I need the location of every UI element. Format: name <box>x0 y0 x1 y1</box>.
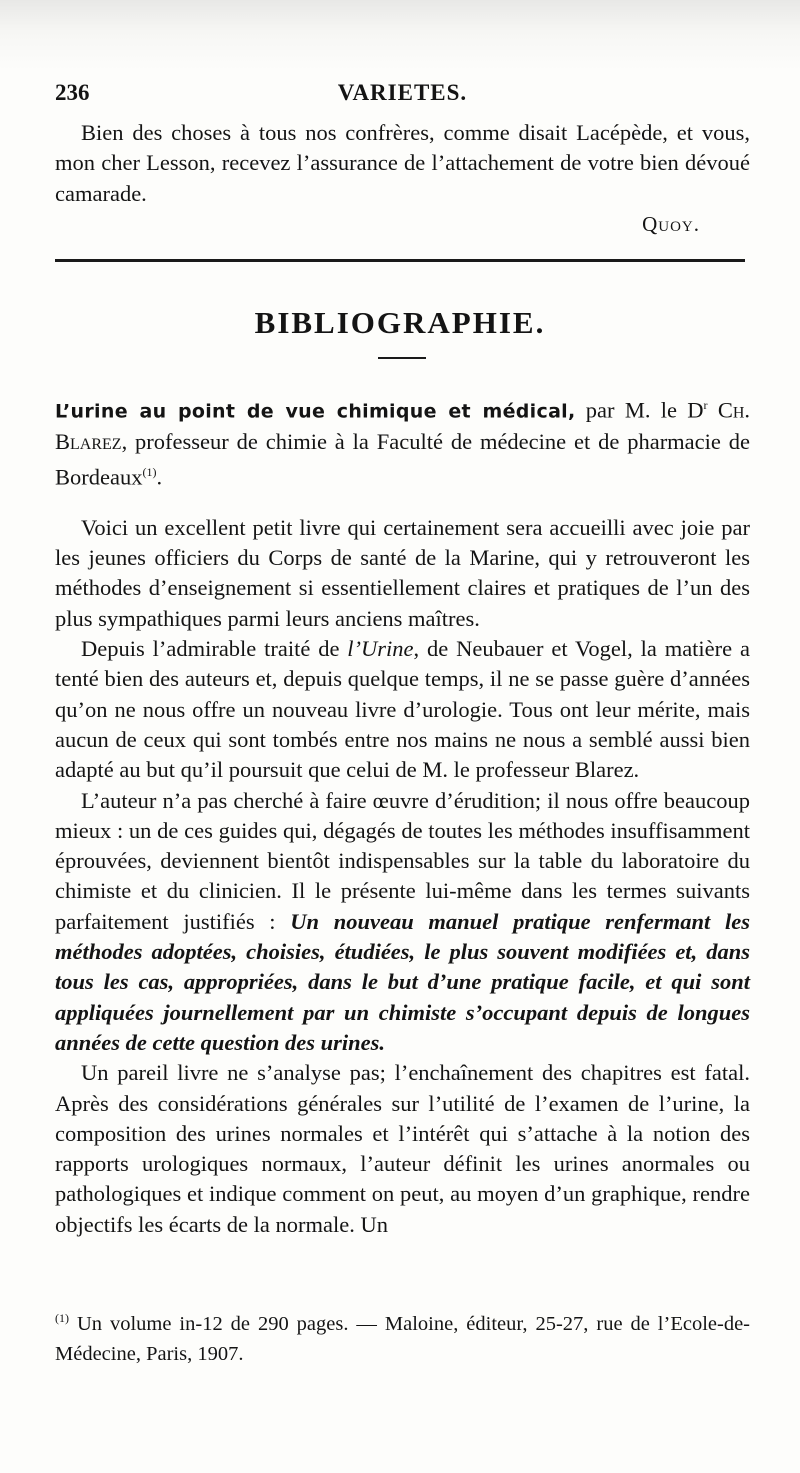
book-title: L’urine au point de vue chimique et médical, <box>55 400 576 423</box>
footnote-text: Un volume in-12 de 290 pages. — Maloine, éditeur, 25-27, rue de l’Ecole-de-Médecine, Paris, 1907. <box>55 1312 750 1365</box>
p3-before: L’auteur n’a pas cherché à faire œuvre d’érudition; il nous offre beaucoup mieux : un de ces guides qui, dégagés de toutes les méthodes insuffisamment éprouvées, deviennent bientôt indispensables sur la table du laboratoire du chimiste et du clinicien. Il le présente lui-même dans les termes suivants parfaitement justifiés : <box>55 787 750 934</box>
footnote <box>55 1303 750 1369</box>
title-underline <box>378 357 426 359</box>
page-number: 236 <box>55 80 90 105</box>
running-title: VARIETES. <box>337 80 468 105</box>
footnote-paragraph <box>55 1303 750 1369</box>
letter-closing <box>55 118 750 209</box>
section-divider <box>55 259 745 262</box>
author-intro: par M. le D <box>575 397 704 423</box>
p2-after: , de Neubauer et Vogel, la matière a tenté bien des auteurs et, depuis quelque temps, il ne se passe guère d’années qu’on ne nous offre un nouveau livre d’urologie. Tous ont leur mérite, mais aucun de ceux qui sont tombés entre nos mains ne nous a semblé aussi bien adapté au but qu’il poursuit que celui de M. le professeur Blarez. <box>55 636 750 783</box>
author-name: Ch. Blarez <box>55 397 750 454</box>
author-description: , professeur de chimie à la Faculté de médecine et de pharmacie de Bordeaux <box>55 428 750 490</box>
review-body <box>55 390 750 1240</box>
section-title: BIBLIOGRAPHIE. <box>254 305 546 340</box>
paragraph-gap <box>55 493 750 513</box>
running-head <box>55 80 750 110</box>
signature: Quoy. <box>642 212 700 236</box>
letter-closing-paragraph: Bien des choses à tous nos confrères, comme disait Lacépède, et vous, mon cher Lesson, recevez l’assurance de l’attachement de votre bien dévoué camarade. <box>55 120 750 206</box>
footnote-marker: (1) <box>55 1311 69 1325</box>
p3-quotation: Un nouveau manuel pratique renfermant les méthodes adoptées, choisies, étudiées, le plus souvent modifiées et, dans tous les cas, appropriées, dans le but d’une pratique facile, et qui sont appliquées journellement par un chimiste s’occupant depuis de longues années de cette question des urines. <box>55 908 750 1055</box>
review-paragraph-3 <box>55 786 750 1059</box>
p2-italic-title: l’Urine <box>347 636 414 662</box>
author-end: . <box>156 464 163 490</box>
doctor-abbrev-sup: r <box>703 398 708 412</box>
review-paragraph-4: Un pareil livre ne s’analyse pas; l’enchaînement des chapitres est fatal. Après des considérations générales sur l’utilité de l’examen de l’urine, la composition des urines normales et l’intérêt qui s’attache à la notion des rapports urologiques normaux, l’auteur définit les urines anormales ou pathologiques et indique comment on peut, au moyen d’un graphique, rendre objectifs les écarts de la normale. Un <box>55 1060 750 1237</box>
review-paragraph-1: Voici un excellent petit livre qui certainement sera accueilli avec joie par les jeunes officiers du Corps de santé de la Marine, qui y retrouveront les méthodes d’enseignement si essentiellement claires et pratiques de l’un des plus sympathiques parmi leurs anciens maîtres. <box>55 514 750 631</box>
review-paragraph-2 <box>55 634 750 785</box>
review-heading <box>55 390 750 493</box>
page-edge-shadow <box>0 0 800 70</box>
p2-before: Depuis l’admirable traité de <box>81 636 348 662</box>
footnote-reference: (1) <box>142 465 157 480</box>
